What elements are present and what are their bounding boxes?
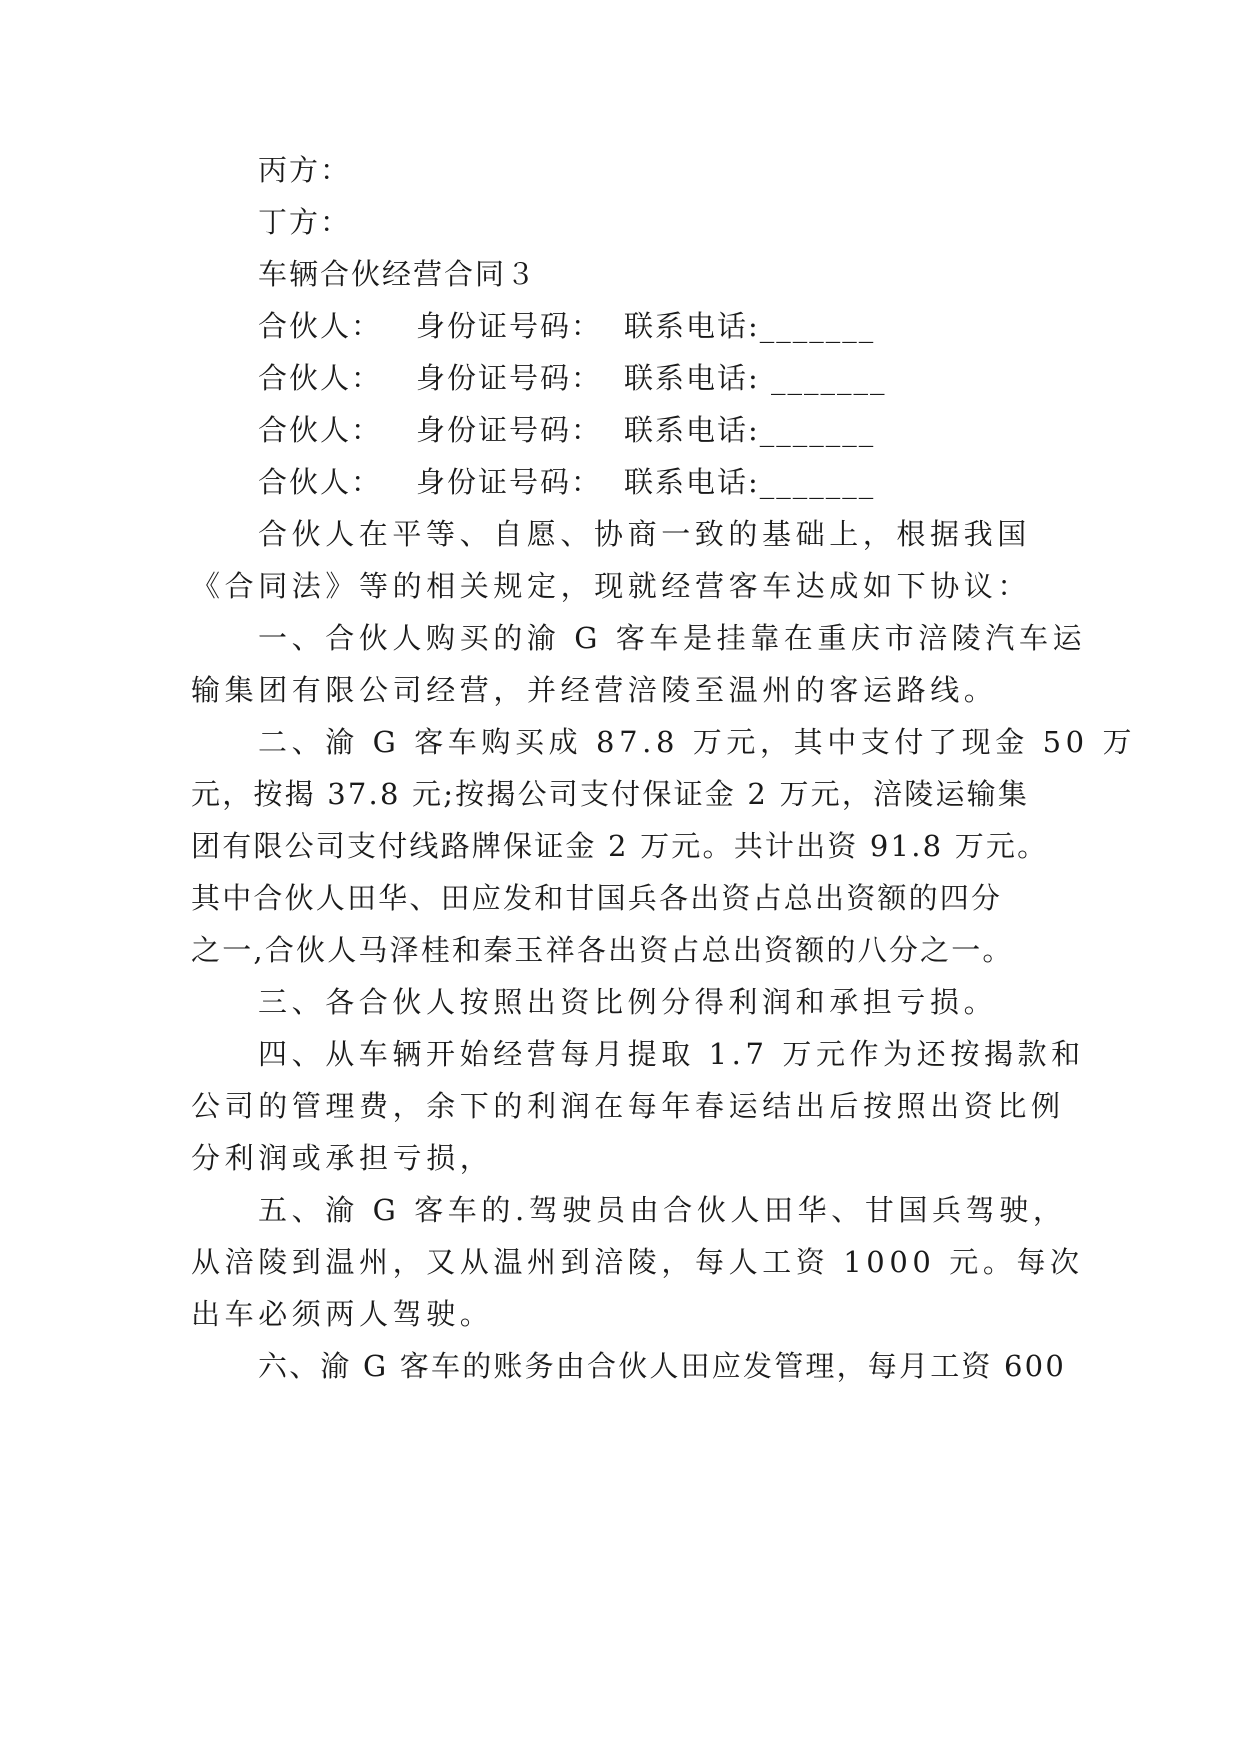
party-c-line: 丙方： <box>258 153 352 187</box>
partner-name-label: 合伙人： <box>258 361 383 395</box>
partner-id-label: 身份证号码： <box>416 361 603 395</box>
body-line: 五、渝 G 客车的.驾驶员由合伙人田华、甘国兵驾驶， <box>258 1193 1067 1227</box>
partner-id-label: 身份证号码： <box>416 465 603 499</box>
body-line: 其中合伙人田华、田应发和甘国兵各出资占总出资额的四分 <box>191 881 1003 915</box>
partner-row <box>258 358 887 398</box>
body-line: 从涪陵到温州，又从温州到涪陵，每人工资 1000 元。每次 <box>191 1245 1084 1279</box>
body-line: 之一,合伙人马泽桂和秦玉祥各出资占总出资额的八分之一。 <box>191 933 1014 967</box>
body-line: 四、从车辆开始经营每月提取 1.7 万元作为还按揭款和 <box>258 1037 1085 1071</box>
partner-phone-label: 联系电话:_______ <box>624 413 876 447</box>
partner-phone-label: 联系电话:_______ <box>624 309 876 343</box>
body-line: 输集团有限公司经营，并经营涪陵至温州的客运路线。 <box>191 673 998 707</box>
body-line: 二、渝 G 客车购买成 87.8 万元，其中支付了现金 50 万 <box>258 725 1137 759</box>
partner-id-label: 身份证号码： <box>416 413 603 447</box>
body-line: 出车必须两人驾驶。 <box>191 1297 494 1331</box>
partner-row <box>258 462 875 502</box>
party-d-line: 丁方： <box>258 205 352 239</box>
partner-id-label: 身份证号码： <box>416 309 603 343</box>
body-line: 《合同法》等的相关规定，现就经营客车达成如下协议： <box>191 569 1032 603</box>
body-line: 分利润或承担亏损， <box>191 1141 494 1175</box>
body-line: 三、各合伙人按照出资比例分得利润和承担亏损。 <box>258 985 998 1019</box>
partner-row <box>258 306 875 346</box>
contract-title: 车辆合伙经营合同３ <box>258 257 538 291</box>
partner-row <box>258 410 875 450</box>
partner-name-label: 合伙人： <box>258 465 383 499</box>
body-line: 元，按揭 37.8 元;按揭公司支付保证金 2 万元，涪陵运输集 <box>191 777 1030 811</box>
body-line: 合伙人在平等、自愿、协商一致的基础上，根据我国 <box>258 517 1031 551</box>
body-line: 团有限公司支付线路牌保证金 2 万元。共计出资 91.8 万元。 <box>191 829 1049 863</box>
partner-name-label: 合伙人： <box>258 309 383 343</box>
body-line: 一、合伙人购买的渝 G 客车是挂靠在重庆市涪陵汽车运 <box>258 621 1087 655</box>
body-line: 六、渝 G 客车的账务由合伙人田应发管理，每月工资 600 <box>258 1349 1066 1383</box>
partner-name-label: 合伙人： <box>258 413 383 447</box>
partner-phone-label: 联系电话: _______ <box>624 361 887 395</box>
body-line: 公司的管理费，余下的利润在每年春运结出后按照出资比例 <box>191 1089 1065 1123</box>
partner-phone-label: 联系电话:_______ <box>624 465 876 499</box>
